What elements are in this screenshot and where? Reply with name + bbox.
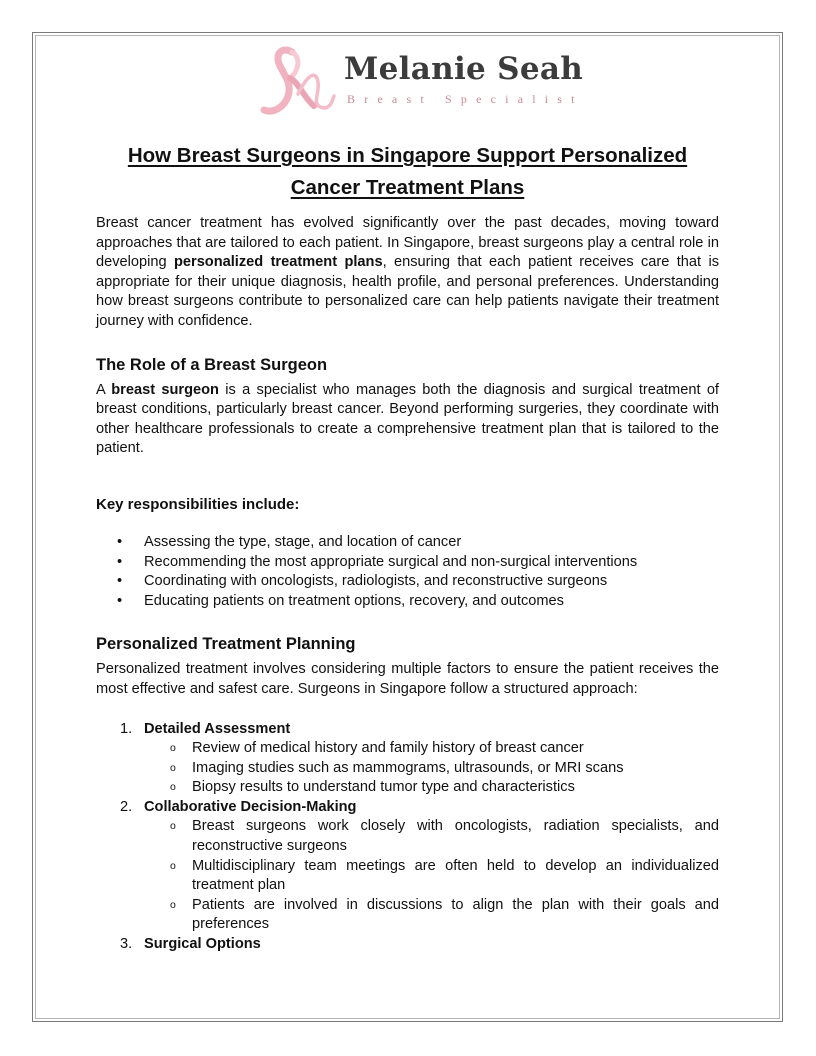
- step-item: [96, 720, 719, 798]
- responsibilities-heading: Key responsibilities include:: [96, 495, 300, 513]
- article: [96, 140, 719, 955]
- step-title: Detailed Assessment: [144, 720, 291, 737]
- planning-heading: Personalized Treatment Planning: [96, 635, 356, 654]
- steps-list: [96, 720, 719, 955]
- list-item: • Assessing the type, stage, and location of cancer: [96, 533, 719, 553]
- step-number: 2.: [120, 798, 133, 815]
- role-bold-text: breast surgeon: [111, 381, 219, 398]
- substep-item: o Imaging studies such as mammograms, ultrasounds, or MRI scans: [144, 759, 719, 779]
- substep-list: [144, 739, 719, 798]
- step-number: 1.: [120, 720, 133, 737]
- step-number: 3.: [120, 936, 133, 953]
- step-item: [96, 935, 719, 955]
- substep-item: o Patients are involved in discussions to align the plan with their goals and preferences: [144, 896, 719, 935]
- intro-paragraph: Breast cancer treatment has evolved significantly over the past decades, moving toward approaches that are tailored to each patient. In Singapore, breast surgeons play a central role in developing personalized treatment plans, ensuring that each patient receives care that is appropriate for their unique diagnosis, health profile, and personal preferences. Understanding how breast surgeons contribute to personalized care can help patients navigate their treatment journey with confidence.: [96, 215, 720, 329]
- logo-subtitle: Breast Specialist: [347, 92, 584, 106]
- step-title: Collaborative Decision-Making: [144, 798, 357, 815]
- role-paragraph: A breast surgeon is a specialist who manages both the diagnosis and surgical treatment of breast conditions, particularly breast cancer. Beyond performing surgeries, they coordinate with other healthcare professionals to create a comprehensive treatment plan that is tailored to the patient.: [96, 381, 719, 457]
- role-heading: The Role of a Breast Surgeon: [96, 355, 328, 374]
- planning-paragraph: Personalized treatment involves considering multiple factors to ensure the patient receives the most effective and safest care. Surgeons in Singapore follow a structured approach:: [96, 661, 719, 697]
- list-item: • Educating patients on treatment options, recovery, and outcomes: [96, 592, 719, 612]
- list-item: • Recommending the most appropriate surgical and non-surgical interventions: [96, 553, 719, 573]
- responsibilities-list: [96, 533, 719, 611]
- step-item: [96, 798, 719, 935]
- substep-item: o Review of medical history and family history of breast cancer: [144, 739, 719, 759]
- step-title: Surgical Options: [144, 936, 261, 953]
- logo-name: Melanie Seah: [344, 51, 584, 87]
- substep-list: [144, 817, 719, 935]
- page-title: How Breast Surgeons in Singapore Support Personalized Cancer Treatment Plans: [127, 144, 688, 199]
- ribbon-logo-icon: [252, 44, 336, 120]
- logo: [252, 44, 584, 120]
- list-item: • Coordinating with oncologists, radiologists, and reconstructive surgeons: [96, 572, 719, 592]
- intro-bold-text: personalized treatment plans: [173, 254, 383, 271]
- substep-item: o Multidisciplinary team meetings are often held to develop an individualized treatment plan: [144, 857, 719, 896]
- substep-item: o Biopsy results to understand tumor type and characteristics: [144, 778, 719, 798]
- substep-item: o Breast surgeons work closely with oncologists, radiation specialists, and reconstructive surgeons: [144, 817, 719, 856]
